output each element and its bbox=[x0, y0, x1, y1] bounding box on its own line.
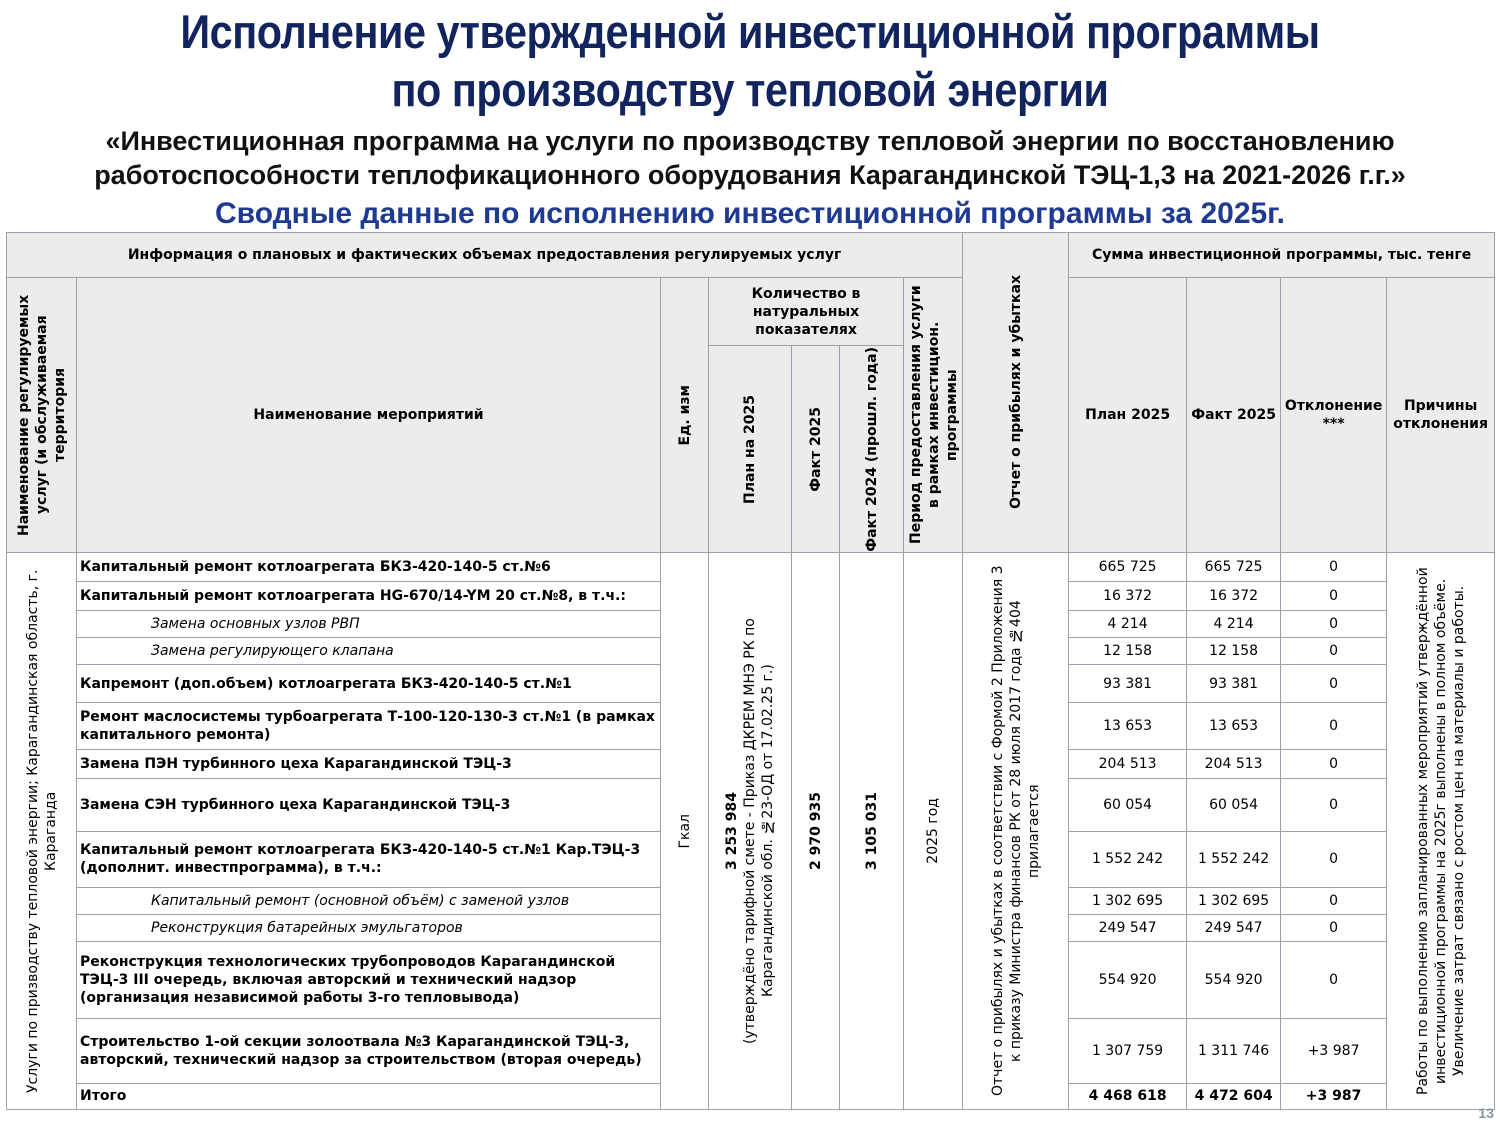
row-name: Замена основных узлов РВП bbox=[77, 611, 661, 638]
row-name: Замена СЭН турбинного цеха Карагандинской ТЭЦ-3 bbox=[77, 778, 661, 831]
header-unit: Ед. изм bbox=[661, 278, 709, 553]
deviation: 0 bbox=[1281, 942, 1387, 1018]
period-cell: 2025 год bbox=[904, 552, 963, 1109]
page-title-line-2: по производству тепловой энергии bbox=[391, 63, 1109, 116]
sum-plan: 204 513 bbox=[1069, 749, 1187, 778]
sum-plan: 13 653 bbox=[1069, 703, 1187, 749]
reason-cell: Работы по выполнению запланированных мероприятий утверждённой инвестиционной программы на 2025г выполнены в полном объёме. Увеличение затрат связано с ростом цен на материалы и работы. bbox=[1387, 552, 1495, 1109]
header-reason: Причины отклонения bbox=[1387, 278, 1495, 553]
sum-plan: 16 372 bbox=[1069, 582, 1187, 611]
header-report: Отчет о прибылях и убытках bbox=[963, 233, 1069, 553]
sum-fact: 1 552 242 bbox=[1187, 831, 1281, 887]
service-cell: Услуги по призводству тепловой энергии; Карагандинская область, г. Караганда bbox=[7, 552, 77, 1109]
sum-fact: 1 302 695 bbox=[1187, 888, 1281, 915]
header-event: Наименование мероприятий bbox=[77, 278, 661, 553]
row-name: Замена ПЭН турбинного цеха Карагандинской ТЭЦ-3 bbox=[77, 749, 661, 778]
program-name-line-1: «Инвестиционная программа на услуги по производству тепловой энергии по восстановлению bbox=[105, 126, 1395, 156]
sum-fact: 249 547 bbox=[1187, 915, 1281, 942]
deviation: 0 bbox=[1281, 611, 1387, 638]
sum-fact: 665 725 bbox=[1187, 552, 1281, 581]
total-label: Итого bbox=[77, 1083, 661, 1109]
row-name: Строительство 1-ой секции золоотвала №3 Карагандинской ТЭЦ-3, авторский, технический надзор за строительством (вторая очередь) bbox=[77, 1018, 661, 1083]
sum-plan: 554 920 bbox=[1069, 942, 1187, 1018]
page-title-line-1: Исполнение утвержденной инвестиционной программы bbox=[180, 5, 1320, 58]
header-period: Период предоставления услуги в рамках инвестицион. программы bbox=[904, 278, 963, 553]
row-name: Реконструкция батарейных эмульгаторов bbox=[77, 915, 661, 942]
deviation: 0 bbox=[1281, 703, 1387, 749]
sum-plan: 1 302 695 bbox=[1069, 888, 1187, 915]
sum-fact: 12 158 bbox=[1187, 638, 1281, 665]
row-name: Капремонт (доп.объем) котлоагрегата БКЗ-420-140-5 ст.№1 bbox=[77, 665, 661, 703]
deviation: 0 bbox=[1281, 749, 1387, 778]
header-deviation: Отклонение *** bbox=[1281, 278, 1387, 553]
sum-fact: 13 653 bbox=[1187, 703, 1281, 749]
header-sum-fact: Факт 2025 bbox=[1187, 278, 1281, 553]
deviation: 0 bbox=[1281, 915, 1387, 942]
sum-plan: 60 054 bbox=[1069, 778, 1187, 831]
total-deviation: +3 987 bbox=[1281, 1083, 1387, 1109]
qty-plan-value: 3 253 984 bbox=[724, 792, 740, 870]
sum-fact: 93 381 bbox=[1187, 665, 1281, 703]
investment-table bbox=[6, 232, 1495, 1110]
header-qty-fact: Факт 2025 bbox=[792, 346, 840, 553]
report-cell: Отчет о прибылях и убытках в соответствии с Формой 2 Приложения 3 к приказу Министра финансов РК от 28 июля 2017 года №404 прилагается bbox=[963, 552, 1069, 1109]
sum-fact: 204 513 bbox=[1187, 749, 1281, 778]
deviation: 0 bbox=[1281, 552, 1387, 581]
deviation: 0 bbox=[1281, 665, 1387, 703]
sum-fact: 60 054 bbox=[1187, 778, 1281, 831]
deviation: 0 bbox=[1281, 831, 1387, 887]
deviation: 0 bbox=[1281, 778, 1387, 831]
qty-fact-prev-cell: 3 105 031 bbox=[840, 552, 904, 1109]
header-group-info: Информация о плановых и фактических объемах предоставления регулируемых услуг bbox=[7, 233, 963, 278]
sum-plan: 665 725 bbox=[1069, 552, 1187, 581]
sum-plan: 4 214 bbox=[1069, 611, 1187, 638]
sum-fact: 1 311 746 bbox=[1187, 1018, 1281, 1083]
sum-fact: 4 214 bbox=[1187, 611, 1281, 638]
sum-plan: 1 307 759 bbox=[1069, 1018, 1187, 1083]
header-qty-fact-prev: Факт 2024 (прошл. года) bbox=[840, 346, 904, 553]
row-name: Ремонт маслосистемы турбоагрегата Т-100-120-130-3 ст.№1 (в рамках капитального ремонта) bbox=[77, 703, 661, 749]
header-qty-plan: План на 2025 bbox=[709, 346, 792, 553]
row-name: Реконструкция технологических трубопроводов Карагандинской ТЭЦ-3 III очередь, включая авторский и технический надзор (организация независимой работы 3-го тепловывода) bbox=[77, 942, 661, 1018]
sum-plan: 12 158 bbox=[1069, 638, 1187, 665]
sum-fact: 16 372 bbox=[1187, 582, 1281, 611]
deviation: +3 987 bbox=[1281, 1018, 1387, 1083]
row-name: Капитальный ремонт котлоагрегата HG-670/14-YM 20 ст.№8, в т.ч.: bbox=[77, 582, 661, 611]
sum-plan: 1 552 242 bbox=[1069, 831, 1187, 887]
row-name: Капитальный ремонт котлоагрегата БКЗ-420-140-5 ст.№6 bbox=[77, 552, 661, 581]
header-group-qty: Количество в натуральных показателях bbox=[709, 278, 904, 346]
deviation: 0 bbox=[1281, 888, 1387, 915]
total-plan: 4 468 618 bbox=[1069, 1083, 1187, 1109]
row-name: Капитальный ремонт (основной объём) с заменой узлов bbox=[77, 888, 661, 915]
deviation: 0 bbox=[1281, 638, 1387, 665]
unit-cell: Гкал bbox=[661, 552, 709, 1109]
row-name: Капитальный ремонт котлоагрегата БКЗ-420-140-5 ст.№1 Кар.ТЭЦ-3 (дополнит. инвестпрограмма), в т.ч.: bbox=[77, 831, 661, 887]
row-name: Замена регулирующего клапана bbox=[77, 638, 661, 665]
header-sum-plan: План 2025 bbox=[1069, 278, 1187, 553]
header-group-sum: Сумма инвестиционной программы, тыс. тенге bbox=[1069, 233, 1495, 278]
program-name-line-2: работоспособности теплофикационного оборудования Карагандинской ТЭЦ-1,3 на 2021-2026 г.г.» bbox=[94, 160, 1406, 190]
deviation: 0 bbox=[1281, 582, 1387, 611]
sum-plan: 93 381 bbox=[1069, 665, 1187, 703]
page-number: 13 bbox=[1478, 1105, 1494, 1121]
qty-plan-cell bbox=[709, 552, 792, 1109]
table-row bbox=[7, 552, 1495, 581]
total-fact: 4 472 604 bbox=[1187, 1083, 1281, 1109]
qty-plan-note: (утверждёно тарифной смете - Приказ ДКРЕМ МНЭ РК по Карагандинской обл. №23-ОД от 17.02.25 г.) bbox=[742, 618, 776, 1044]
sum-plan: 249 547 bbox=[1069, 915, 1187, 942]
summary-heading: Сводные данные по исполнению инвестиционной программы за 2025г. bbox=[214, 197, 1286, 230]
qty-fact-cell: 2 970 935 bbox=[792, 552, 840, 1109]
header-service: Наименование регулируемых услуг (и обслуживаемая территория bbox=[7, 278, 77, 553]
sum-fact: 554 920 bbox=[1187, 942, 1281, 1018]
